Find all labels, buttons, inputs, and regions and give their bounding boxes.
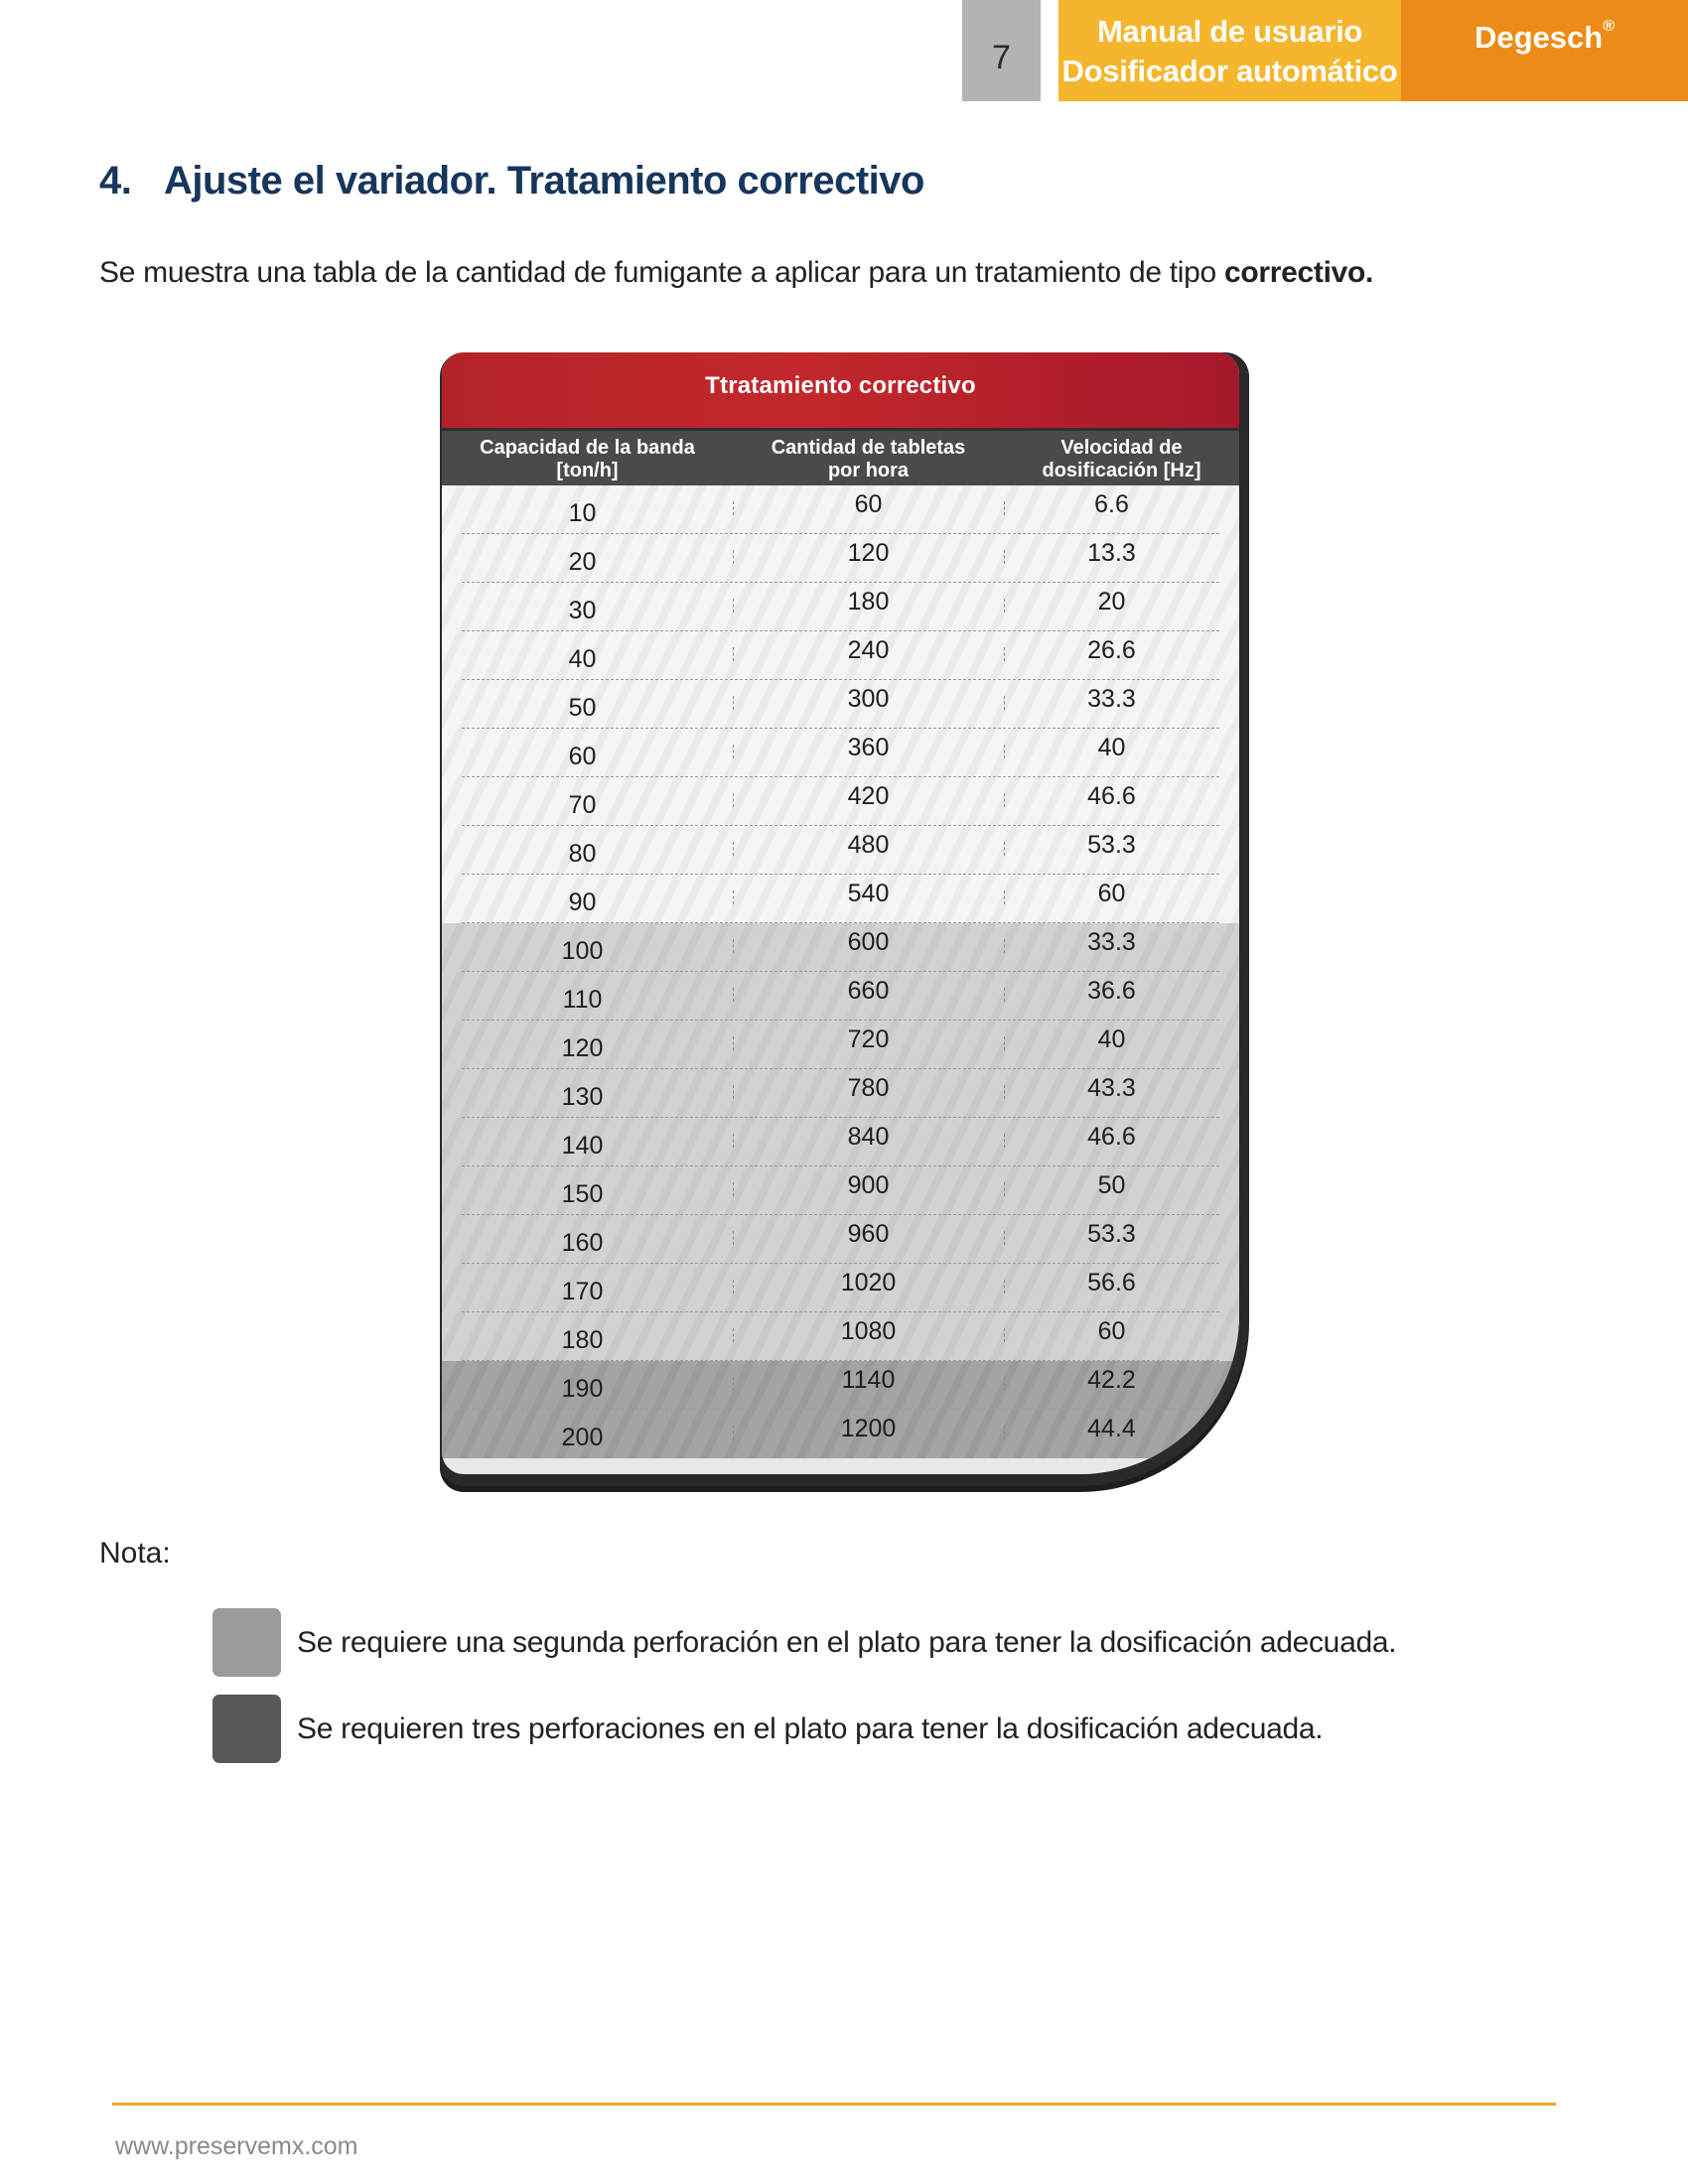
cell-capacidad: 110 [562, 986, 603, 1014]
cell-tabletas: 300 [733, 680, 1004, 729]
cell-capacidad: 120 [561, 1034, 604, 1062]
cell-capacidad: 60 [568, 743, 597, 770]
cell-tabletas: 600 [733, 923, 1004, 972]
cell-velocidad: 40 [1004, 729, 1239, 777]
table-row [442, 875, 1239, 923]
cell-velocidad: 46.6 [1004, 777, 1239, 826]
table-row [442, 583, 1239, 631]
column-header-line: Cantidad de tabletas [771, 437, 966, 459]
cell-capacidad: 150 [561, 1180, 604, 1208]
legend-item-three-holes [212, 1695, 1323, 1763]
cell-capacidad: 50 [568, 694, 597, 722]
cell-tabletas: 1200 [733, 1410, 1004, 1458]
manual-title-line2: Dosificador automático [1061, 54, 1398, 88]
treatment-table-card [440, 352, 1249, 1486]
column-header-line: por hora [827, 460, 910, 481]
cell-velocidad: 56.6 [1004, 1264, 1239, 1312]
table-row [442, 1264, 1239, 1312]
table-row [442, 1410, 1239, 1458]
intro-bold: correctivo. [1223, 256, 1374, 289]
cell-velocidad: 36.6 [1004, 972, 1239, 1021]
cell-capacidad: 180 [561, 1326, 604, 1354]
note-label: Nota: [99, 1537, 171, 1570]
table-row [442, 1118, 1239, 1166]
column-header-velocidad [1004, 431, 1239, 485]
table-row [442, 1215, 1239, 1264]
cell-velocidad: 42.2 [1004, 1361, 1239, 1410]
brand-name: Degesch [1474, 20, 1604, 55]
cell-tabletas: 60 [733, 485, 1004, 534]
legend-item-second-hole [212, 1608, 1396, 1677]
cell-velocidad: 13.3 [1004, 534, 1239, 583]
section-title: Ajuste el variador. Tratamiento correctivo [164, 159, 924, 203]
column-header-line: Capacidad de la banda [480, 437, 695, 459]
registered-mark: ® [1603, 18, 1616, 35]
cell-velocidad: 60 [1004, 875, 1239, 923]
cell-capacidad: 190 [561, 1375, 604, 1403]
cell-tabletas: 360 [733, 729, 1004, 777]
cell-capacidad: 140 [561, 1132, 604, 1160]
cell-tabletas: 960 [733, 1215, 1004, 1264]
cell-capacidad: 30 [568, 597, 597, 624]
table-row [442, 777, 1239, 826]
column-header-line: Velocidad de [1060, 437, 1183, 459]
cell-tabletas: 420 [733, 777, 1004, 826]
footer-url: www.preservemx.com [115, 2132, 358, 2160]
cell-tabletas: 240 [733, 631, 1004, 680]
cell-tabletas: 780 [733, 1069, 1004, 1118]
table-row [442, 1069, 1239, 1118]
cell-tabletas: 720 [733, 1021, 1004, 1069]
cell-capacidad: 200 [561, 1424, 604, 1451]
table-row [442, 631, 1239, 680]
cell-velocidad: 46.6 [1004, 1118, 1239, 1166]
cell-velocidad: 53.3 [1004, 1215, 1239, 1264]
column-header-line: dosificación [Hz] [1042, 460, 1201, 481]
manual-title-box [1058, 0, 1401, 101]
column-header-tabletas [733, 431, 1004, 485]
treatment-table [442, 352, 1239, 1474]
table-row [442, 1312, 1239, 1361]
cell-tabletas: 120 [733, 534, 1004, 583]
table-row [442, 729, 1239, 777]
table-row [442, 826, 1239, 875]
page-number-box [962, 0, 1041, 101]
table-body [442, 485, 1239, 1458]
column-header-capacidad [442, 431, 733, 485]
cell-velocidad: 53.3 [1004, 826, 1239, 875]
cell-velocidad: 6.6 [1004, 485, 1239, 534]
cell-velocidad: 26.6 [1004, 631, 1239, 680]
legend-text: Se requiere una segunda perforación en el plato para tener la dosificación adecuada. [297, 1625, 1397, 1659]
cell-capacidad: 160 [561, 1229, 604, 1257]
table-row [442, 680, 1239, 729]
cell-tabletas: 480 [733, 826, 1004, 875]
cell-capacidad: 20 [568, 548, 597, 576]
cell-velocidad: 44.4 [1004, 1410, 1239, 1458]
column-header-line: [ton/h] [556, 460, 619, 481]
intro-text: Se muestra una tabla de la cantidad de fumigante a aplicar para un tratamiento de tipo [99, 256, 1224, 289]
manual-title-line1: Manual de usuario [1096, 14, 1363, 49]
cell-velocidad: 40 [1004, 1021, 1239, 1069]
cell-velocidad: 60 [1004, 1312, 1239, 1361]
cell-tabletas: 540 [733, 875, 1004, 923]
cell-capacidad: 40 [568, 645, 597, 673]
cell-capacidad: 10 [568, 499, 597, 527]
cell-velocidad: 33.3 [1004, 680, 1239, 729]
table-row [442, 534, 1239, 583]
legend-swatch-mid-gray [212, 1608, 281, 1677]
legend-text: Se requieren tres perforaciones en el plato para tener la dosificación adecuada. [297, 1711, 1324, 1745]
cell-velocidad: 33.3 [1004, 923, 1239, 972]
cell-capacidad: 170 [561, 1278, 604, 1305]
cell-tabletas: 180 [733, 583, 1004, 631]
table-title: Ttratamiento correctivo [442, 352, 1239, 428]
page-number: 7 [992, 38, 1011, 76]
cell-tabletas: 660 [733, 972, 1004, 1021]
cell-velocidad: 20 [1004, 583, 1239, 631]
table-row [442, 1166, 1239, 1215]
cell-capacidad: 80 [568, 840, 597, 868]
brand-box [1401, 0, 1688, 101]
cell-capacidad: 70 [568, 791, 597, 819]
section-heading [99, 159, 924, 204]
table-row [442, 1021, 1239, 1069]
cell-tabletas: 900 [733, 1166, 1004, 1215]
cell-velocidad: 50 [1004, 1166, 1239, 1215]
footer-divider [112, 2103, 1556, 2106]
section-number: 4. [99, 159, 132, 203]
cell-tabletas: 1140 [733, 1361, 1004, 1410]
table-header-row [442, 428, 1239, 485]
cell-capacidad: 90 [568, 888, 597, 916]
cell-tabletas: 840 [733, 1118, 1004, 1166]
cell-velocidad: 43.3 [1004, 1069, 1239, 1118]
cell-tabletas: 1020 [733, 1264, 1004, 1312]
table-row [442, 972, 1239, 1021]
intro-paragraph [99, 256, 1373, 290]
cell-capacidad: 100 [561, 937, 604, 965]
cell-tabletas: 1080 [733, 1312, 1004, 1361]
cell-capacidad: 130 [561, 1083, 604, 1111]
table-row [442, 1361, 1239, 1410]
table-row [442, 485, 1239, 534]
table-row [442, 923, 1239, 972]
legend-swatch-dark-gray [212, 1695, 281, 1763]
